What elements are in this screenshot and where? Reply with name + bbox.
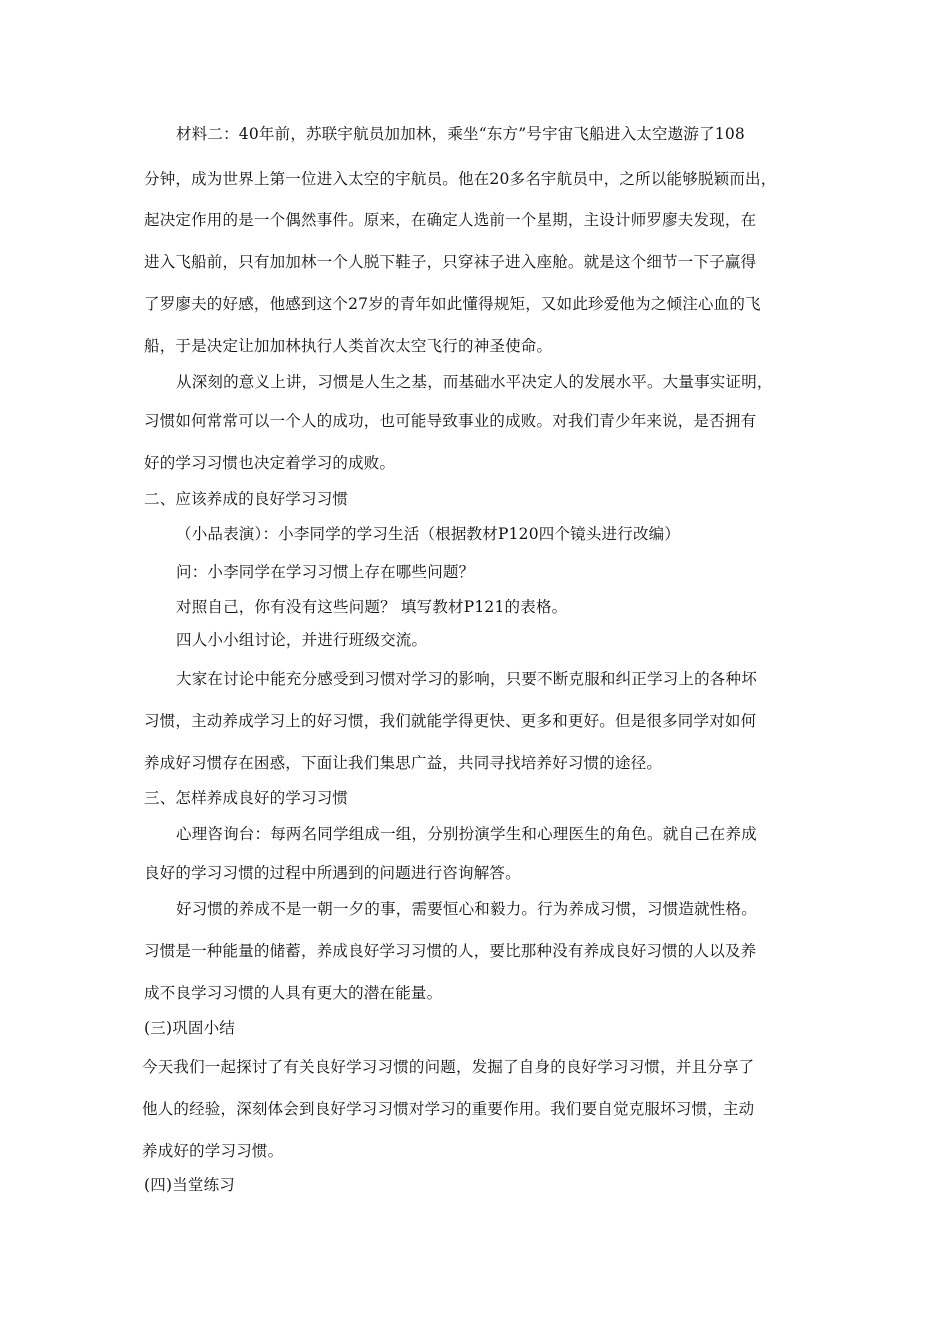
consolidation-line-1: 今天我们一起探讨了有关良好学习习惯的问题，发掘了自身的良好学习习惯，并且分享了 <box>142 1058 755 1076</box>
discussion-line: 四人小小组讨论，并进行班级交流。 <box>176 631 428 649</box>
practice-heading: (四)当堂练习 <box>144 1176 235 1194</box>
summary-line-3: 养成好习惯存在困惑，下面让我们集思广益，共同寻找培养好习惯的途径。 <box>144 754 663 772</box>
summary-line-2: 习惯，主动养成学习上的好习惯，我们就能学得更快、更多和更好。但是很多同学对如何 <box>144 712 757 730</box>
compare-line: 对照自己，你有没有这些问题？ 填写教材P121的表格。 <box>176 598 568 616</box>
habit-formation-line-3: 成不良学习习惯的人具有更大的潜在能量。 <box>144 984 443 1002</box>
habit-formation-line-2: 习惯是一种能量的储蓄，养成良好学习习惯的人，要比那种没有养成良好习惯的人以及养 <box>144 942 757 960</box>
section-two-heading: 二、应该养成的良好学习习惯 <box>144 490 349 508</box>
question-line: 问：小李同学在学习习惯上存在哪些问题？ <box>176 563 475 581</box>
material-two-line-5: 了罗廖夫的好感，他感到这个27岁的青年如此懂得规矩，又如此珍爱他为之倾注心血的飞 <box>144 295 761 313</box>
counseling-line-2: 良好的学习习惯的过程中所遇到的问题进行咨询解答。 <box>144 864 521 882</box>
consolidation-line-3: 养成好的学习习惯。 <box>142 1142 284 1160</box>
material-two-line-3: 起决定作用的是一个偶然事件。原来，在确定人选前一个星期，主设计师罗廖夫发现，在 <box>144 211 757 229</box>
habit-meaning-line-3: 好的学习习惯也决定着学习的成败。 <box>144 454 396 472</box>
habit-meaning-line-1: 从深刻的意义上讲，习惯是人生之基，而基础水平决定人的发展水平。大量事实证明， <box>176 373 773 391</box>
section-three-heading: 三、怎样养成良好的学习习惯 <box>144 789 349 807</box>
consolidation-heading: (三)巩固小结 <box>144 1019 235 1037</box>
habit-formation-line-1: 好习惯的养成不是一朝一夕的事，需要恒心和毅力。行为养成习惯，习惯造就性格。 <box>176 900 757 918</box>
counseling-line-1: 心理咨询台：每两名同学组成一组，分别扮演学生和心理医生的角色。就自己在养成 <box>176 825 757 843</box>
material-two-line-2: 分钟，成为世界上第一位进入太空的宇航员。他在20多名宇航员中，之所以能够脱颖而出， <box>144 170 777 188</box>
summary-line-1: 大家在讨论中能充分感受到习惯对学习的影响，只要不断克服和纠正学习上的各种坏 <box>176 670 757 688</box>
skit-line: （小品表演）：小李同学的学习生活（根据教材P120四个镜头进行改编） <box>176 525 681 543</box>
material-two-line-4: 进入飞船前，只有加加林一个人脱下鞋子，只穿袜子进入座舱。就是这个细节一下子赢得 <box>144 253 757 271</box>
material-two-line-1: 材料二：40年前，苏联宇航员加加林，乘坐“东方”号宇宙飞船进入太空遨游了108 <box>176 125 745 143</box>
material-two-line-6: 船，于是决定让加加林执行人类首次太空飞行的神圣使命。 <box>144 337 553 355</box>
consolidation-line-2: 他人的经验，深刻体会到良好学习习惯对学习的重要作用。我们要自觉克服坏习惯，主动 <box>142 1100 755 1118</box>
habit-meaning-line-2: 习惯如何常常可以一个人的成功，也可能导致事业的成败。对我们青少年来说，是否拥有 <box>144 412 757 430</box>
